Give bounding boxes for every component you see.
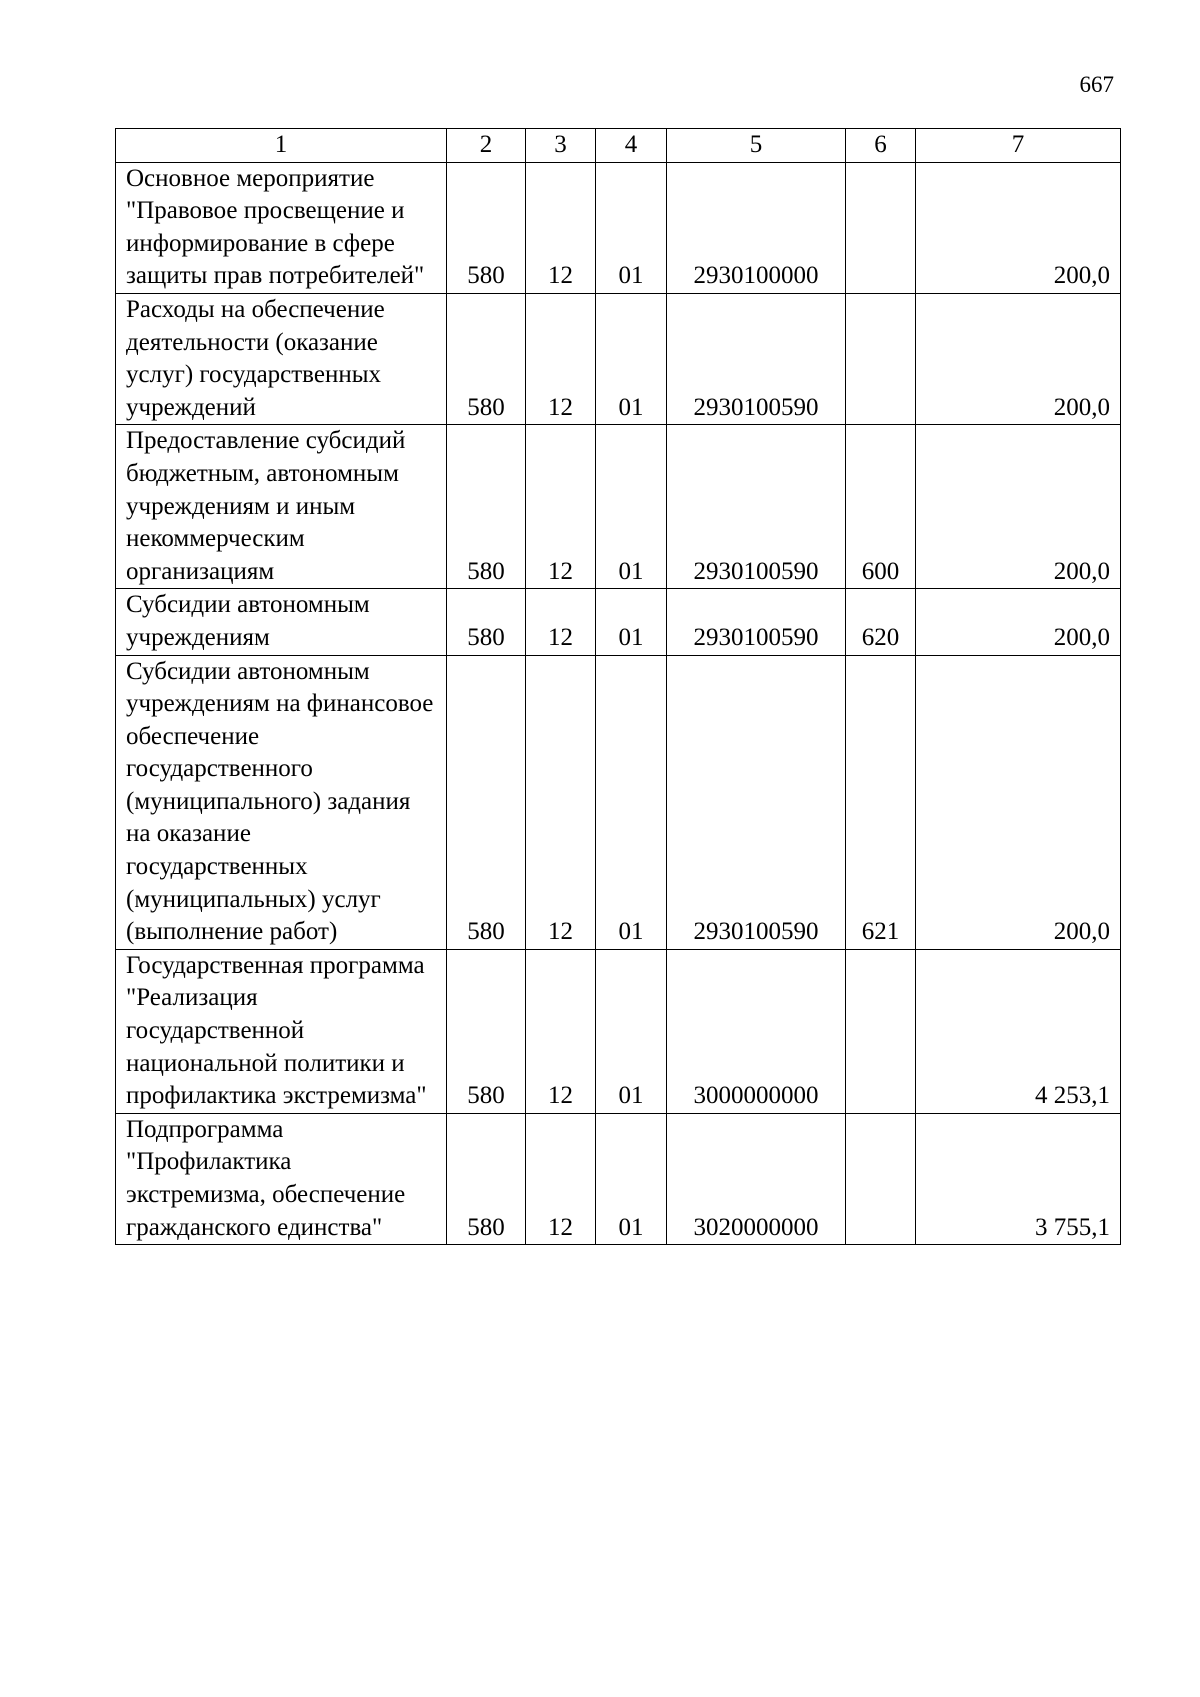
cell-col6: [846, 1113, 916, 1244]
cell-col2: 580: [447, 162, 526, 293]
cell-col3: 12: [526, 589, 596, 655]
cell-col3: 12: [526, 293, 596, 424]
cell-col4: 01: [596, 1113, 667, 1244]
column-header-6: 6: [846, 129, 916, 163]
row-name: Подпрограмма "Профилактика экстремизма, обеспечение гражданского единства": [116, 1113, 447, 1244]
cell-col5: 3000000000: [667, 949, 846, 1113]
cell-col6: [846, 293, 916, 424]
cell-col5: 2930100000: [667, 162, 846, 293]
cell-col4: 01: [596, 293, 667, 424]
row-name: Предоставление субсидий бюджетным, автономным учреждениям и иным некоммерческим организациям: [116, 425, 447, 589]
row-name: Основное мероприятие "Правовое просвещение и информирование в сфере защиты прав потребителей": [116, 162, 447, 293]
cell-col2: 580: [447, 655, 526, 949]
row-name: Расходы на обеспечение деятельности (оказание услуг) государственных учреждений: [116, 293, 447, 424]
row-name: Субсидии автономным учреждениям: [116, 589, 447, 655]
table-row: [116, 949, 1121, 1113]
table-row: [116, 655, 1121, 949]
cell-col6: 621: [846, 655, 916, 949]
cell-col5: 2930100590: [667, 425, 846, 589]
cell-col4: 01: [596, 425, 667, 589]
cell-amount: 4 253,1: [916, 949, 1121, 1113]
cell-col4: 01: [596, 162, 667, 293]
column-header-4: 4: [596, 129, 667, 163]
cell-col4: 01: [596, 949, 667, 1113]
cell-amount: 200,0: [916, 655, 1121, 949]
cell-col6: 600: [846, 425, 916, 589]
cell-col3: 12: [526, 655, 596, 949]
cell-col3: 12: [526, 949, 596, 1113]
cell-col6: [846, 162, 916, 293]
cell-col2: 580: [447, 589, 526, 655]
cell-amount: 200,0: [916, 589, 1121, 655]
column-header-5: 5: [667, 129, 846, 163]
cell-col2: 580: [447, 425, 526, 589]
table-row: [116, 293, 1121, 424]
column-header-1: 1: [116, 129, 447, 163]
header-row: [116, 129, 1121, 163]
cell-amount: 200,0: [916, 425, 1121, 589]
table-row: [116, 162, 1121, 293]
cell-col2: 580: [447, 293, 526, 424]
cell-col3: 12: [526, 1113, 596, 1244]
page-number: 667: [1079, 72, 1114, 97]
row-name: Государственная программа "Реализация государственной национальной политики и профилактика экстремизма": [116, 949, 447, 1113]
cell-amount: 200,0: [916, 162, 1121, 293]
table-row: [116, 425, 1121, 589]
cell-col4: 01: [596, 589, 667, 655]
cell-col4: 01: [596, 655, 667, 949]
cell-col2: 580: [447, 949, 526, 1113]
cell-col5: 2930100590: [667, 655, 846, 949]
cell-col3: 12: [526, 162, 596, 293]
column-header-2: 2: [447, 129, 526, 163]
column-header-3: 3: [526, 129, 596, 163]
cell-amount: 200,0: [916, 293, 1121, 424]
cell-col6: 620: [846, 589, 916, 655]
column-header-7: 7: [916, 129, 1121, 163]
cell-amount: 3 755,1: [916, 1113, 1121, 1244]
cell-col5: 3020000000: [667, 1113, 846, 1244]
table-row: [116, 1113, 1121, 1244]
cell-col6: [846, 949, 916, 1113]
cell-col2: 580: [447, 1113, 526, 1244]
cell-col5: 2930100590: [667, 589, 846, 655]
cell-col5: 2930100590: [667, 293, 846, 424]
cell-col3: 12: [526, 425, 596, 589]
table-row: [116, 589, 1121, 655]
budget-table: [115, 128, 1121, 1245]
row-name: Субсидии автономным учреждениям на финансовое обеспечение государственного (муниципального) задания на оказание государственных (муниципальных) услуг (выполнение работ): [116, 655, 447, 949]
